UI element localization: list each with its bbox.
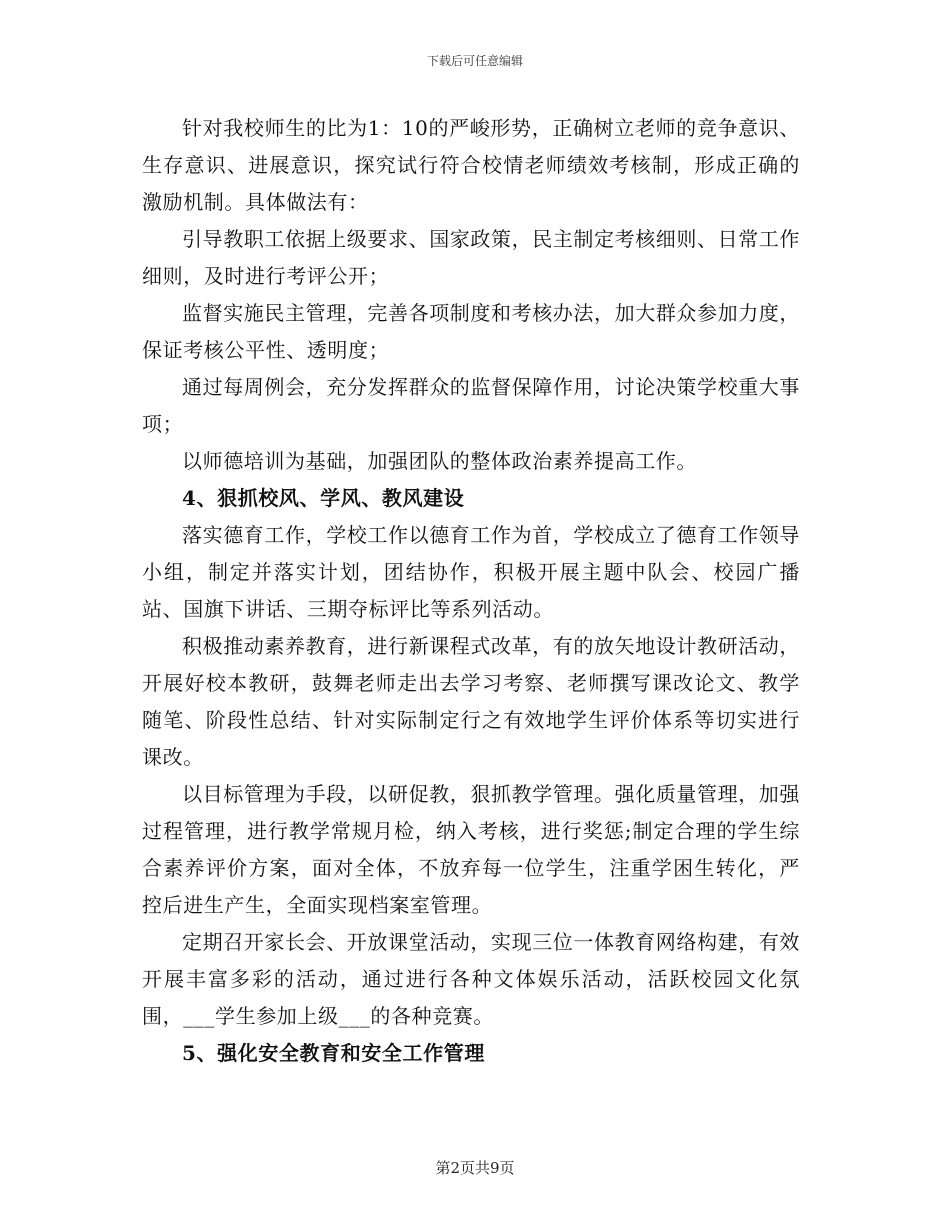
section-heading-5: 5、强化安全教育和安全工作管理 (182, 1041, 485, 1065)
document-body (142, 110, 800, 1072)
paragraph-parent-meetings: 定期召开家长会、开放课堂活动，实现三位一体教育网络构建，有效开展丰富多彩的活动，通过进行各种文体娱乐活动，活跃校园文化氛围，___学生参加上级___的各种竞赛。 (142, 930, 800, 1028)
page-header: 下载后可任意编辑 (426, 54, 523, 68)
paragraph-assessment-rules: 引导教职工依据上级要求、国家政策，民主制定考核细则、日常工作细则，及时进行考评公开； (142, 227, 800, 288)
paragraph-competition-awareness: 针对我校师生的比为1：10的严峻形势，正确树立老师的竞争意识、生存意识、进展意识，探究试行符合校情老师绩效考核制，形成正确的激励机制。具体做法有： (142, 116, 800, 214)
paragraph-teaching-management: 以目标管理为手段，以研促教，狠抓教学管理。强化质量管理，加强过程管理，进行教学常规月检，纳入考核，进行奖惩;制定合理的学生综合素养评价方案，面对全体，不放弃每一位学生，注重学困生转化，严控后进生产生，全面实现档案室管理。 (142, 782, 800, 917)
section-heading-4: 4、狠抓校风、学风、教风建设 (182, 486, 465, 510)
paragraph-weekly-meetings: 通过每周例会，充分发挥群众的监督保障作用，讨论决策学校重大事项； (142, 375, 800, 436)
page-number-footer: 第2页共9页 (435, 1159, 515, 1177)
paragraph-quality-education: 积极推动素养教育，进行新课程式改革，有的放矢地设计教研活动，开展好校本教研，鼓舞老师走出去学习考察、老师撰写课改论文、教学随笔、阶段性总结、针对实际制定行之有效地学生评价体系等切实进行课改。 (142, 634, 800, 769)
paragraph-ethics-training: 以师德培训为基础，加强团队的整体政治素养提高工作。 (182, 449, 697, 473)
paragraph-moral-education: 落实德育工作，学校工作以德育工作为首，学校成立了德育工作领导小组，制定并落实计划，团结协作，积极开展主题中队会、校园广播站、国旗下讲话、三期夺标评比等系列活动。 (142, 523, 800, 621)
paragraph-democratic-management: 监督实施民主管理，完善各项制度和考核办法，加大群众参加力度，保证考核公平性、透明度； (142, 301, 800, 362)
